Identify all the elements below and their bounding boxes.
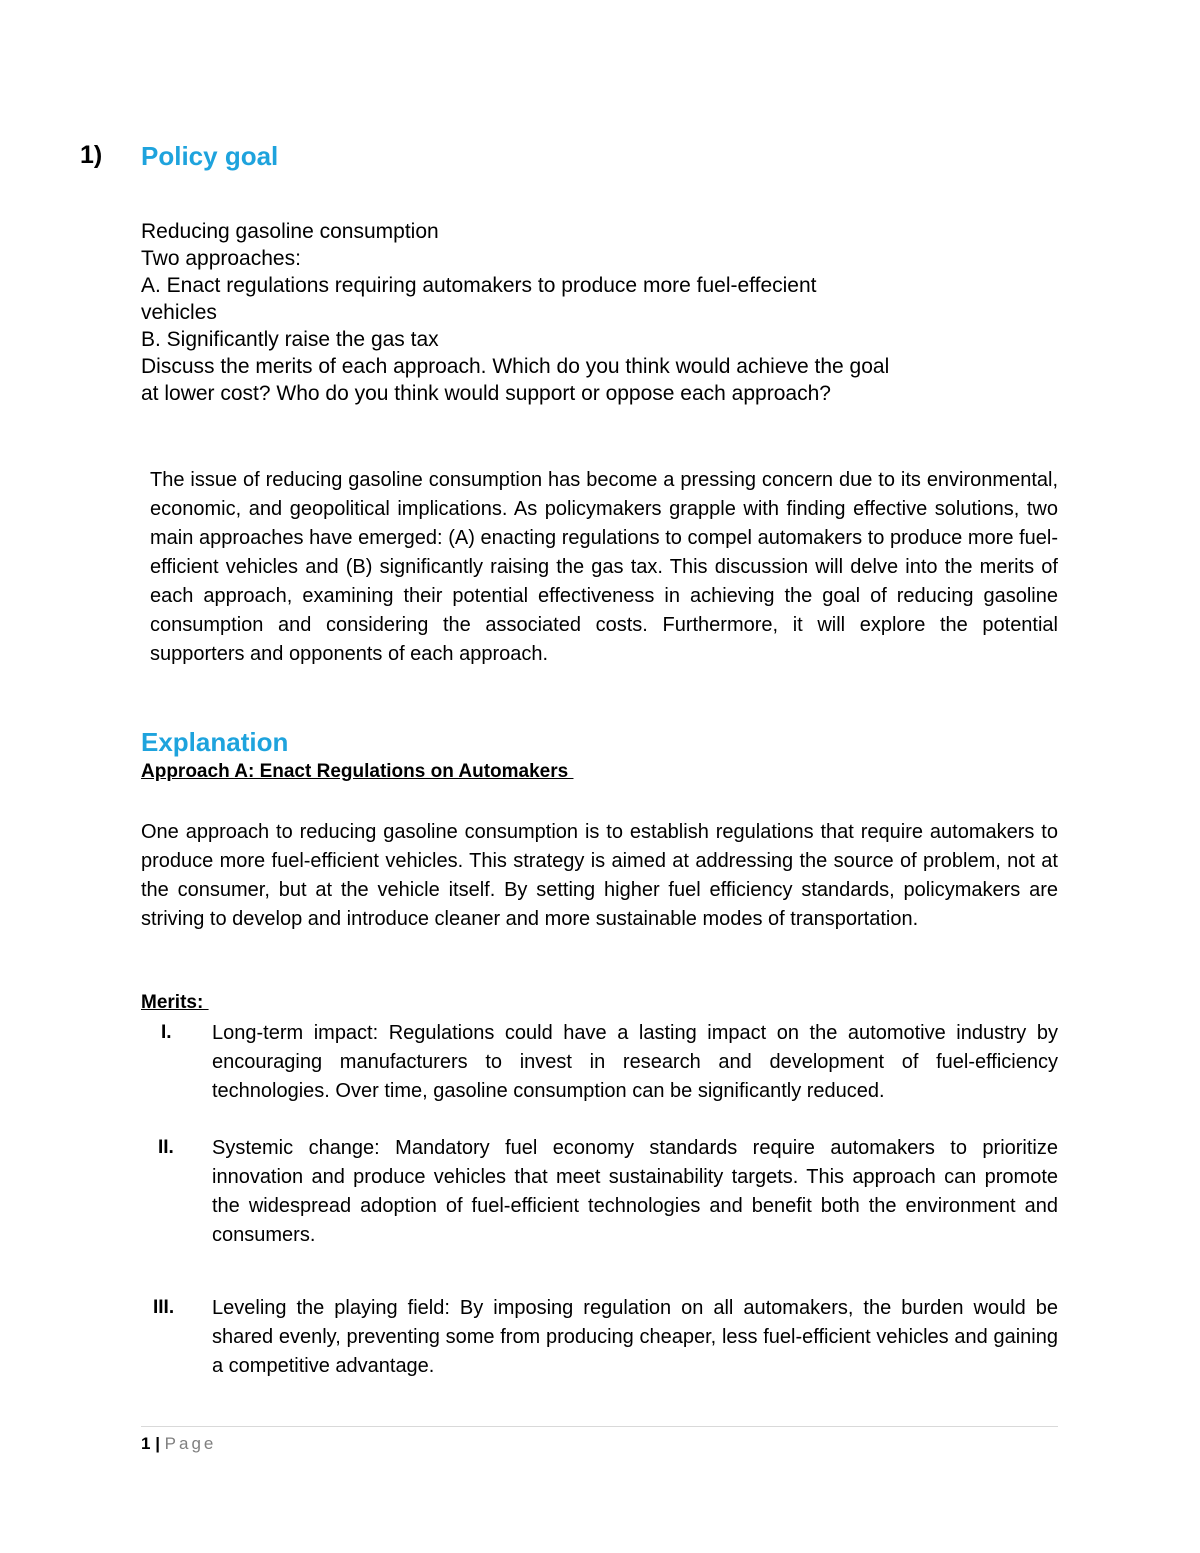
question-block <box>141 218 1061 407</box>
question-line: Two approaches: <box>141 247 301 270</box>
merit-number: III. <box>153 1297 175 1318</box>
question-line: Reducing gasoline consumption <box>141 220 439 243</box>
intro-paragraph: The issue of reducing gasoline consumption has become a pressing concern due to its environmental, economic, and geopolitical implications. As policymakers grapple with finding effective solutions, two main approaches have emerged: (A) enacting regulations to compel automakers to produce more fuel-efficient vehicles and (B) significantly raising the gas tax. This discussion will delve into the merits of each approach, examining their potential effectiveness in achieving the goal of reducing gasoline consumption and considering the associated costs. Furthermore, it will explore the potential supporters and opponents of each approach. <box>150 469 1058 665</box>
merit-text: Long-term impact: Regulations could have a lasting impact on the automotive industry by encouraging manufacturers to invest in research and development of fuel-efficiency technologies. Over time, gasoline consumption can be significantly reduced. <box>212 1022 1058 1102</box>
approach-a-paragraph: One approach to reducing gasoline consumption is to establish regulations that require automakers to produce more fuel-efficient vehicles. This strategy is aimed at addressing the source of problem, not at the consumer, but at the vehicle itself. By setting higher fuel efficiency standards, policymakers are striving to develop and introduce cleaner and more sustainable modes of transportation. <box>141 821 1058 930</box>
question-line: Discuss the merits of each approach. Which do you think would achieve the goal <box>141 355 890 378</box>
footer-divider <box>141 1426 1058 1427</box>
page-number: 1 <box>141 1434 151 1453</box>
footer-separator: | <box>150 1434 165 1453</box>
merit-number: I. <box>161 1022 172 1043</box>
section-number: 1) <box>80 141 103 169</box>
merit-number: II. <box>158 1137 174 1158</box>
question-line: at lower cost? Who do you think would support or oppose each approach? <box>141 382 831 405</box>
merit-text: Systemic change: Mandatory fuel economy standards require automakers to prioritize innovation and produce vehicles that meet sustainability targets. This approach can promote the widespread adoption of fuel-efficient technologies and benefit both the environment and consumers. <box>212 1137 1058 1246</box>
question-line: A. Enact regulations requiring automakers to produce more fuel-effecient <box>141 274 817 297</box>
page-footer <box>141 1434 216 1454</box>
explanation-heading: Explanation <box>141 727 289 757</box>
question-line: vehicles <box>141 301 217 324</box>
approach-a-heading: Approach A: Enact Regulations on Automakers <box>141 761 574 782</box>
page-label: Page <box>164 1434 217 1453</box>
section-title: Policy goal <box>141 141 279 171</box>
merits-heading: Merits: <box>141 992 209 1013</box>
question-line: B. Significantly raise the gas tax <box>141 328 439 351</box>
merit-text: Leveling the playing field: By imposing regulation on all automakers, the burden would be shared evenly, preventing some from producing cheaper, less fuel-efficient vehicles and gaining a competitive advantage. <box>212 1297 1058 1377</box>
